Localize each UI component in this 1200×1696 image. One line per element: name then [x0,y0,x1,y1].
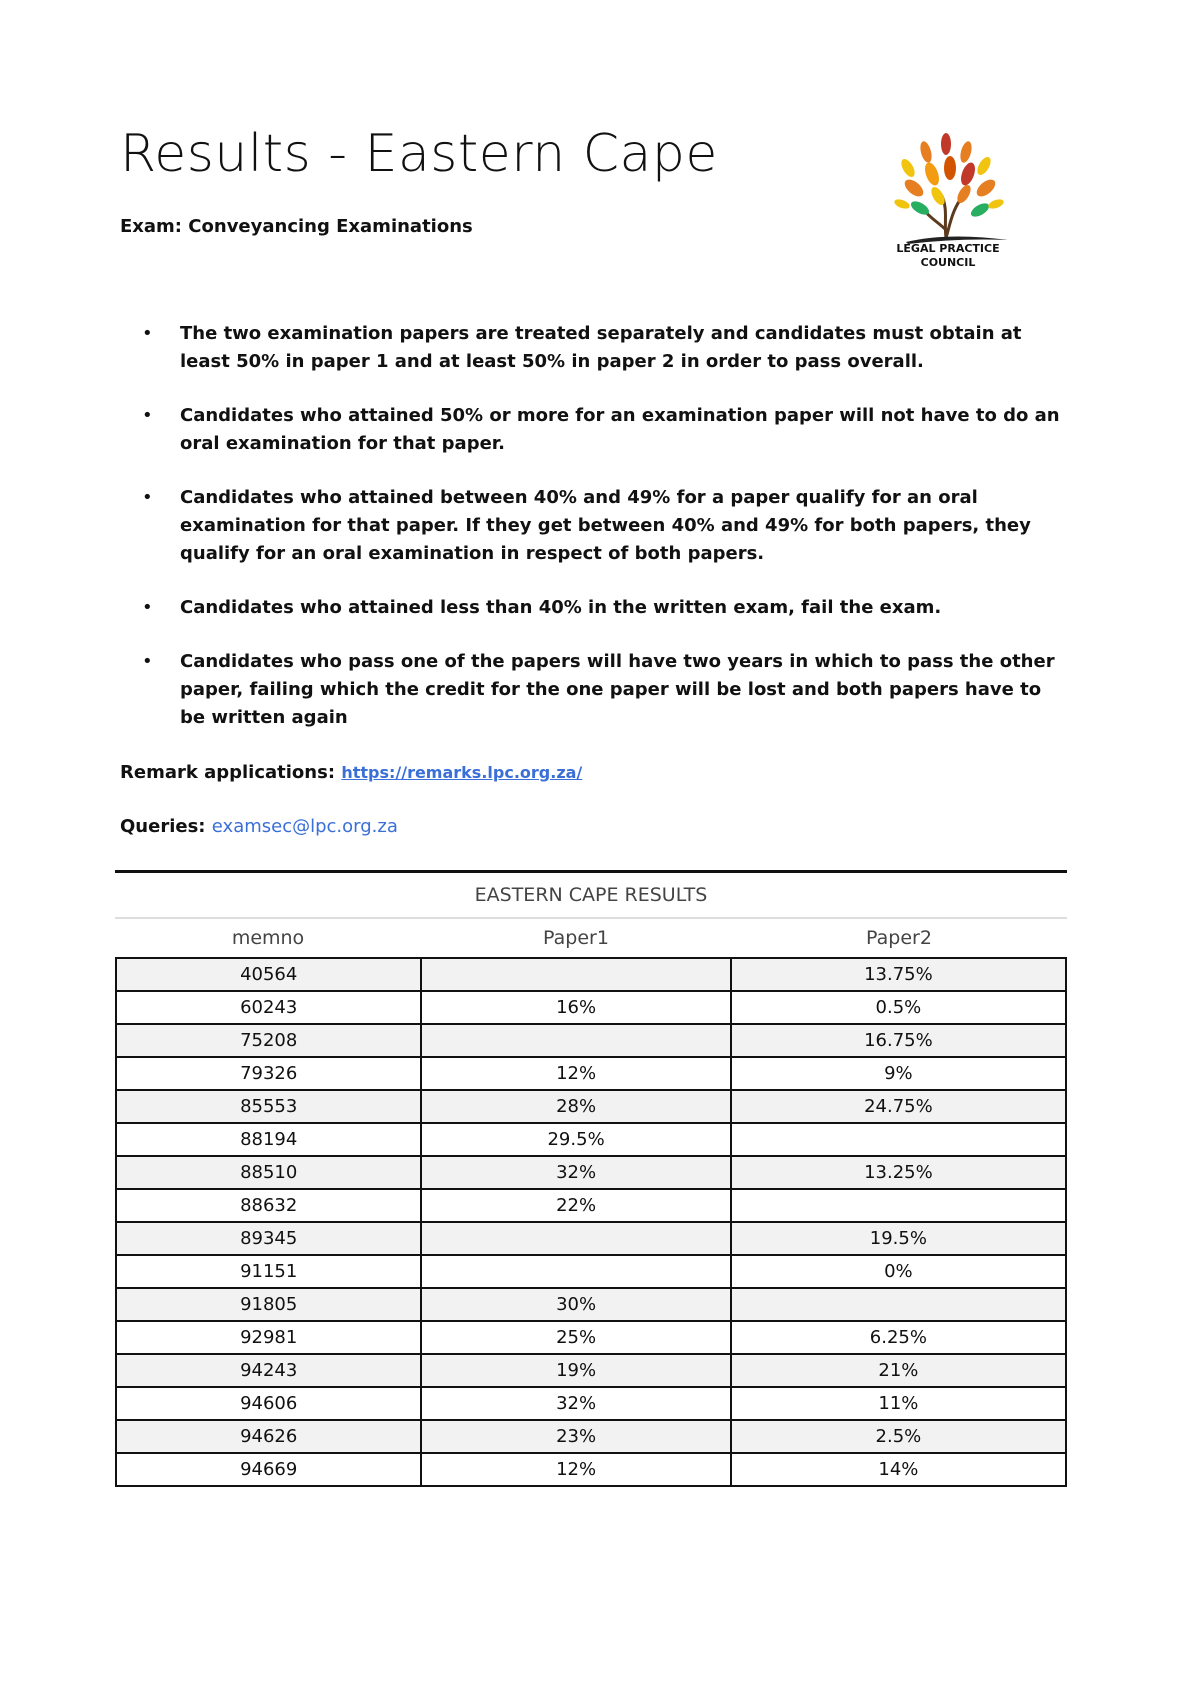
cell-memno: 85553 [116,1090,421,1123]
table-row [116,1321,1066,1354]
bullet-icon: • [142,597,153,618]
cell-paper2: 0% [731,1255,1066,1288]
cell-paper1: 32% [421,1156,730,1189]
queries-email-link[interactable]: examsec@lpc.org.za [211,816,398,837]
cell-paper2: 21% [731,1354,1066,1387]
table-row [116,1288,1066,1321]
cell-paper1 [421,1222,730,1255]
table-row [116,1057,1066,1090]
results-table-section [115,870,1067,1487]
rule-text: Candidates who attained less than 40% in the written exam, fail the exam. [180,597,942,618]
cell-paper1 [421,1024,730,1057]
cell-paper2 [731,1189,1066,1222]
cell-memno: 60243 [116,991,421,1024]
rules-list [120,320,1070,758]
cell-paper2: 2.5% [731,1420,1066,1453]
bullet-icon: • [142,651,153,672]
queries [120,816,398,837]
cell-paper2: 24.75% [731,1090,1066,1123]
exam-value: Conveyancing Examinations [188,216,473,237]
rule-text: Candidates who pass one of the papers will have two years in which to pass the other paper, failing which the credit for the one paper will be lost and both papers have to be written again [180,651,1055,728]
page-title: Results - Eastern Cape [120,124,718,184]
cell-paper1: 23% [421,1420,730,1453]
results-table [115,957,1067,1487]
cell-memno: 88632 [116,1189,421,1222]
table-row [116,958,1066,991]
cell-memno: 89345 [116,1222,421,1255]
table-row [116,1255,1066,1288]
bullet-icon: • [142,323,153,344]
rule-item [120,402,1070,458]
cell-memno: 40564 [116,958,421,991]
remark-applications [120,762,582,783]
bullet-icon: • [142,487,153,508]
remark-label: Remark applications: [120,762,336,783]
cell-paper1: 16% [421,991,730,1024]
cell-memno: 91151 [116,1255,421,1288]
cell-paper2: 0.5% [731,991,1066,1024]
cell-paper1: 29.5% [421,1123,730,1156]
cell-paper1 [421,958,730,991]
cell-paper1: 32% [421,1387,730,1420]
cell-paper2: 9% [731,1057,1066,1090]
cell-paper2: 11% [731,1387,1066,1420]
cell-memno: 94626 [116,1420,421,1453]
column-header-memno: memno [231,927,305,949]
cell-paper1: 12% [421,1453,730,1486]
table-row [116,1123,1066,1156]
cell-memno: 94669 [116,1453,421,1486]
rule-text: Candidates who attained 50% or more for an examination paper will not have to do an oral examination for that paper. [180,405,1060,454]
cell-paper1: 22% [421,1189,730,1222]
table-row [116,1156,1066,1189]
logo-caption-line1: LEGAL PRACTICE [896,242,1000,255]
table-row [116,1222,1066,1255]
cell-paper2: 19.5% [731,1222,1066,1255]
table-row [116,1453,1066,1486]
cell-paper2 [731,1288,1066,1321]
cell-paper1 [421,1255,730,1288]
cell-memno: 75208 [116,1024,421,1057]
table-row [116,991,1066,1024]
rule-item [120,594,1070,622]
rule-text: The two examination papers are treated separately and candidates must obtain at least 50% in paper 1 and at least 50% in paper 2 in order to pass overall. [180,323,1022,372]
table-row [116,1090,1066,1123]
cell-memno: 88510 [116,1156,421,1189]
cell-memno: 88194 [116,1123,421,1156]
cell-paper1: 19% [421,1354,730,1387]
column-header-paper1: Paper1 [543,927,609,949]
cell-paper2: 13.25% [731,1156,1066,1189]
logo-caption-line2: COUNCIL [920,256,976,269]
cell-paper1: 25% [421,1321,730,1354]
rule-text: Candidates who attained between 40% and 49% for a paper qualify for an oral examination for that paper. If they get between 40% and 49% for both papers, they qualify for an oral examination in respect of both papers. [180,487,1031,564]
cell-paper1: 28% [421,1090,730,1123]
cell-memno: 94606 [116,1387,421,1420]
cell-memno: 94243 [116,1354,421,1387]
table-row [116,1024,1066,1057]
table-row [116,1420,1066,1453]
column-header-paper2: Paper2 [866,927,932,949]
cell-paper2: 13.75% [731,958,1066,991]
rule-item [120,648,1070,732]
exam-line [120,216,473,237]
rule-item [120,484,1070,568]
queries-label: Queries: [120,816,206,837]
cell-paper1: 12% [421,1057,730,1090]
table-row [116,1189,1066,1222]
rule-item [120,320,1070,376]
bullet-icon: • [142,405,153,426]
cell-paper2 [731,1123,1066,1156]
exam-label: Exam: [120,216,183,237]
table-header-row [115,919,1067,957]
cell-paper2: 14% [731,1453,1066,1486]
table-title: EASTERN CAPE RESULTS [115,873,1067,919]
cell-memno: 79326 [116,1057,421,1090]
cell-memno: 92981 [116,1321,421,1354]
cell-memno: 91805 [116,1288,421,1321]
remark-link[interactable]: https://remarks.lpc.org.za/ [341,763,583,782]
table-row [116,1354,1066,1387]
cell-paper2: 6.25% [731,1321,1066,1354]
cell-paper2: 16.75% [731,1024,1066,1057]
table-row [116,1387,1066,1420]
cell-paper1: 30% [421,1288,730,1321]
logo-caption [868,242,1028,270]
